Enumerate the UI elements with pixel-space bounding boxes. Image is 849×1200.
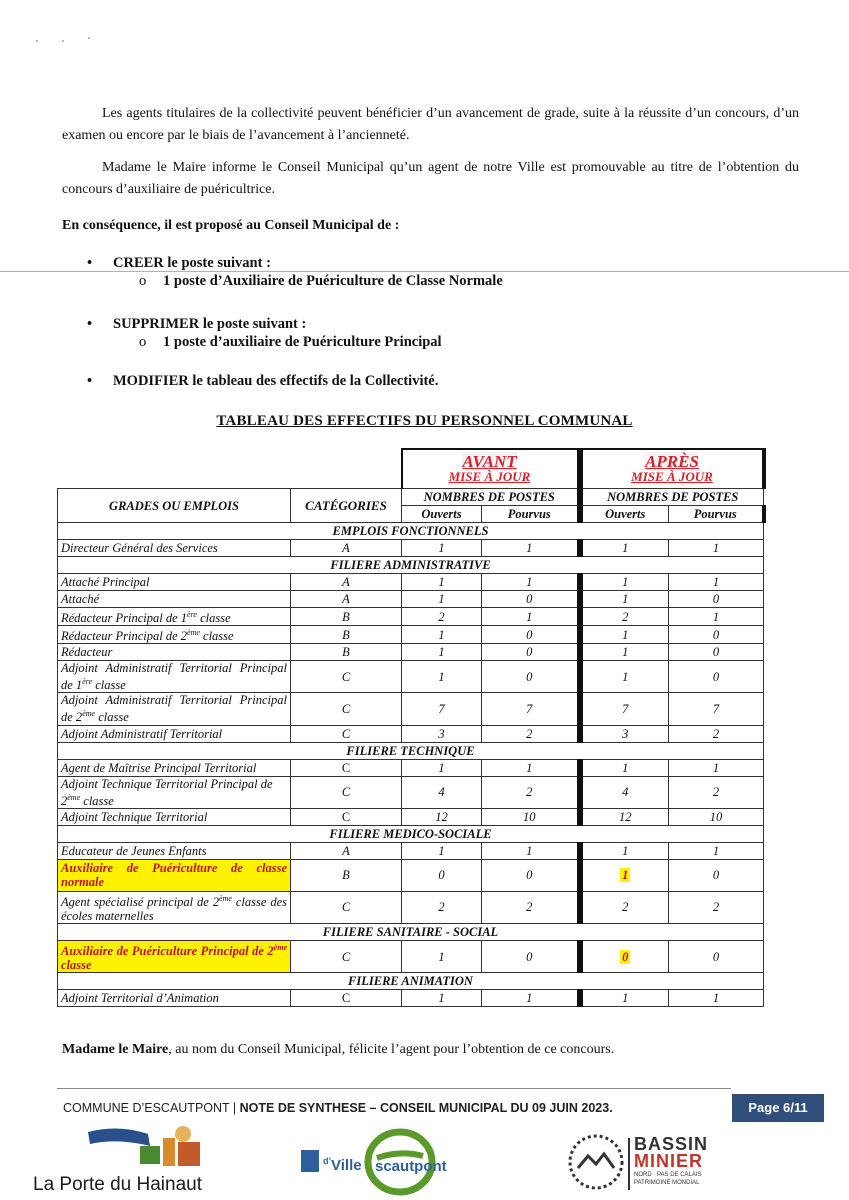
bullet: • — [87, 373, 93, 389]
grade-cell — [58, 693, 291, 725]
apres-ouverts-cell: 7 — [580, 693, 669, 725]
proposal-supprimer-detail — [139, 334, 442, 351]
apres-pourvus-cell: 10 — [669, 808, 764, 825]
avant-ouverts-cell: 12 — [402, 808, 482, 825]
section-row — [58, 523, 764, 540]
avant-pourvus-cell: 1 — [482, 842, 580, 859]
table-header-mid — [58, 489, 764, 506]
bassin-minier-emblem — [568, 1134, 624, 1190]
avant-pourvus-cell: 1 — [482, 540, 580, 557]
avant-pourvus-cell: 1 — [482, 990, 580, 1007]
apres-pourvus-cell: 0 — [669, 661, 764, 693]
grade-cell — [58, 626, 291, 644]
header-apres — [580, 449, 764, 489]
table-row — [58, 842, 764, 859]
apres-ouverts-cell: 1 — [580, 842, 669, 859]
category-cell: A — [291, 540, 402, 557]
grade-text: Adjoint Technique Territorial Principal de 2 — [61, 776, 273, 808]
proposal-label: CREER le poste suivant : — [113, 255, 271, 271]
avant-ouverts-cell: 1 — [402, 644, 482, 661]
closing-paragraph — [62, 1039, 799, 1061]
proposal-detail: 1 poste d’auxiliaire de Puériculture Principal — [163, 334, 442, 350]
avant-ouverts-cell: 1 — [402, 759, 482, 776]
porte-du-hainaut-name: La Porte du Hainaut — [33, 1174, 203, 1195]
grade-text: Rédacteur Principal de 1 — [61, 611, 188, 626]
highlighted-value: 1 — [622, 868, 629, 883]
apres-pourvus-cell: 1 — [669, 608, 764, 626]
section-technique: FILIERE TECHNIQUE — [58, 742, 764, 759]
category-cell: C — [291, 725, 402, 742]
grade-cell: Adjoint Technique Territorial — [58, 808, 291, 825]
apres-pourvus-cell: 1 — [669, 574, 764, 591]
footer-note-title: NOTE DE SYNTHESE – CONSEIL MUNICIPAL DU 09 JUIN 2023. — [239, 1101, 613, 1115]
apres-pourvus-cell: 0 — [669, 644, 764, 661]
grade-cell: Rédacteur — [58, 644, 291, 661]
table-row — [58, 891, 764, 923]
avant-ouverts-cell: 1 — [402, 540, 482, 557]
avant-ouverts-cell: 1 — [402, 842, 482, 859]
apres-ouverts-cell — [580, 859, 669, 891]
page-number-badge: Page 6/11 — [732, 1094, 824, 1122]
apres-pourvus: Pourvus — [669, 506, 764, 523]
avant-pourvus-cell: 2 — [482, 776, 580, 808]
table-row — [58, 626, 764, 644]
apres-mise-a-jour: MISE À JOUR — [631, 468, 713, 484]
proposal-detail: 1 poste d’Auxiliaire de Puériculture de Classe Normale — [163, 273, 503, 289]
proposal-label: SUPPRIMER le poste suivant : — [113, 316, 307, 332]
grade-text: Rédacteur Principal de 2 — [61, 629, 188, 644]
bassin-minier-logo — [568, 1134, 718, 1196]
category-cell: C — [291, 661, 402, 693]
bullet: • — [87, 255, 93, 271]
sub-bullet: o — [139, 334, 147, 350]
table-row — [58, 661, 764, 693]
apres-pourvus-cell: 1 — [669, 990, 764, 1007]
grade-cell: Adjoint Administratif Territorial — [58, 725, 291, 742]
apres-pourvus-cell: 1 — [669, 759, 764, 776]
grade-cell: Auxiliaire de Puériculture de classe normale — [58, 859, 291, 891]
apres-pourvus-cell: 2 — [669, 891, 764, 923]
avant-pourvus-cell: 0 — [482, 661, 580, 693]
grade-text-end: classe — [199, 629, 234, 644]
category-cell: A — [291, 591, 402, 608]
bassin-sub-region: NORD · PAS DE CALAIS — [634, 1172, 702, 1178]
grade-sup: ème — [67, 792, 81, 802]
grade-cell: Adjoint Territorial d’Animation — [58, 990, 291, 1007]
category-cell: B — [291, 644, 402, 661]
porte-du-hainaut-logo — [30, 1124, 210, 1196]
apres-ouverts-cell: 12 — [580, 808, 669, 825]
scan-speck — [62, 40, 64, 42]
closing-bold: Madame le Maire — [62, 1042, 169, 1057]
table-row — [58, 759, 764, 776]
bullet: • — [87, 316, 93, 332]
grade-text: Adjoint Administratif Territorial Principal de 1 — [61, 661, 287, 693]
section-row — [58, 742, 764, 759]
category-cell: C — [291, 940, 402, 972]
category-cell: C — [291, 693, 402, 725]
proposal-modifier — [87, 373, 439, 390]
avant-pourvus-cell: 1 — [482, 574, 580, 591]
avant-pourvus-cell: 7 — [482, 693, 580, 725]
avant-ouverts-cell: 1 — [402, 591, 482, 608]
apres-ouverts-cell: 2 — [580, 891, 669, 923]
footer-divider — [57, 1088, 731, 1089]
table-row-highlighted — [58, 859, 764, 891]
grade-text-end: classe — [80, 793, 114, 808]
category-cell: B — [291, 859, 402, 891]
section-row — [58, 825, 764, 842]
table-row — [58, 608, 764, 626]
minier-word: MINIER — [634, 1151, 703, 1171]
ville-escautpont-logo — [295, 1128, 465, 1198]
category-cell: B — [291, 626, 402, 644]
grade-sup: ère — [82, 677, 93, 687]
grade-cell — [58, 608, 291, 626]
grade-text-end: classe — [92, 678, 126, 693]
footer-commune: COMMUNE D’ESCAUTPONT — [63, 1101, 230, 1115]
apres-ouverts-cell: 1 — [580, 644, 669, 661]
porte-du-hainaut-emblem — [78, 1124, 228, 1174]
grade-text-end: classe — [95, 710, 129, 725]
grade-text-end: classe — [61, 958, 92, 973]
apres-ouverts-cell: 4 — [580, 776, 669, 808]
apres-pourvus-cell: 0 — [669, 859, 764, 891]
avant-ouverts-cell: 1 — [402, 574, 482, 591]
bassin-minier-divider — [628, 1138, 630, 1190]
avant-ouverts-cell: 4 — [402, 776, 482, 808]
table-row — [58, 725, 764, 742]
header-avant — [402, 449, 580, 489]
col-grades: GRADES OU EMPLOIS — [58, 489, 291, 523]
category-cell: C — [291, 990, 402, 1007]
grade-cell: Attaché — [58, 591, 291, 608]
category-cell: C — [291, 808, 402, 825]
ville-label — [323, 1156, 362, 1174]
table-row — [58, 574, 764, 591]
apres-label: APRÈS — [645, 451, 699, 471]
bassin-sub-patrimoine: PATRIMOINE MONDIAL — [634, 1180, 700, 1186]
table-row — [58, 591, 764, 608]
grade-text-end: classe des écoles maternelles — [61, 894, 288, 923]
grade-sup: ère — [187, 610, 197, 619]
grade-sup: ème — [187, 628, 200, 638]
apres-ouverts-cell: 1 — [580, 661, 669, 693]
apres-nombres: NOMBRES DE POSTES — [580, 489, 764, 506]
avant-mise-a-jour: MISE À JOUR — [448, 468, 531, 484]
grade-text-end: classe — [196, 611, 231, 626]
apres-pourvus-cell: 2 — [669, 725, 764, 742]
apres-pourvus-cell: 0 — [669, 591, 764, 608]
table-row-highlighted — [58, 940, 764, 972]
scan-speck — [88, 37, 90, 39]
avant-ouverts-cell: 0 — [402, 859, 482, 891]
table-header-top — [58, 449, 764, 489]
avant-ouverts-cell: 1 — [402, 940, 482, 972]
sub-bullet: o — [139, 273, 147, 289]
col-categories: CATÉGORIES — [291, 489, 402, 523]
apres-ouverts-cell: 1 — [580, 626, 669, 644]
category-cell: C — [291, 776, 402, 808]
table-row — [58, 776, 764, 808]
apres-ouverts-cell — [580, 940, 669, 972]
table-row — [58, 540, 764, 557]
avant-pourvus-cell: 0 — [482, 859, 580, 891]
apres-pourvus-cell: 0 — [669, 626, 764, 644]
grade-cell: Educateur de Jeunes Enfants — [58, 842, 291, 859]
avant-pourvus-cell: 2 — [482, 891, 580, 923]
avant-label: AVANT — [462, 451, 517, 471]
avant-pourvus-cell: 1 — [482, 608, 580, 626]
grade-text: Agent spécialisé principal de 2 — [61, 894, 220, 909]
grade-cell: Agent de Maîtrise Principal Territorial — [58, 759, 291, 776]
avant-ouverts-cell: 1 — [402, 626, 482, 644]
grade-cell — [58, 661, 291, 693]
avant-ouverts-cell: 3 — [402, 725, 482, 742]
proposal-creer — [87, 255, 271, 272]
grade-cell: Directeur Général des Services — [58, 540, 291, 557]
apres-pourvus-cell: 7 — [669, 693, 764, 725]
grade-text: Auxiliaire de Puériculture Principal de 2 — [61, 944, 274, 959]
avant-pourvus-cell: 0 — [482, 940, 580, 972]
proposal-creer-detail — [139, 273, 503, 290]
section-row — [58, 557, 764, 574]
table-row — [58, 693, 764, 725]
apres-pourvus-cell: 2 — [669, 776, 764, 808]
proposal-label: MODIFIER le tableau des effectifs de la Collectivité. — [113, 373, 439, 389]
avant-ouverts-cell: 7 — [402, 693, 482, 725]
grade-text: Adjoint Administratif Territorial Principal de 2 — [61, 693, 287, 725]
closing-text: , au nom du Conseil Municipal, félicite l’agent pour l’obtention de ce concours. — [168, 1042, 615, 1057]
category-cell: C — [291, 891, 402, 923]
ville-d: d’ — [323, 1156, 331, 1166]
section-fonctionnels: EMPLOIS FONCTIONNELS — [58, 523, 764, 540]
grade-cell: Attaché Principal — [58, 574, 291, 591]
section-sanitaire: FILIERE SANITAIRE - SOCIAL — [58, 923, 764, 940]
section-administrative: FILIERE ADMINISTRATIVE — [58, 557, 764, 574]
avant-pourvus-cell: 0 — [482, 644, 580, 661]
apres-pourvus-cell: 0 — [669, 940, 764, 972]
apres-ouverts-cell: 3 — [580, 725, 669, 742]
avant-pourvus: Pourvus — [482, 506, 580, 523]
empty-header-cell — [58, 449, 402, 489]
category-cell: B — [291, 608, 402, 626]
paragraph-avancement: Les agents titulaires de la collectivité peuvent bénéficier d’un avancement de grade, suite à la réussite d’un concours, d’un examen ou encore par le biais de l’avancement à l’ancienneté. — [62, 106, 799, 143]
grade-sup: ème — [82, 709, 96, 719]
avant-ouverts-cell: 1 — [402, 990, 482, 1007]
grade-cell — [58, 940, 291, 972]
table-row — [58, 990, 764, 1007]
avant-ouverts: Ouverts — [402, 506, 482, 523]
table-row — [58, 644, 764, 661]
apres-ouverts-cell: 1 — [580, 759, 669, 776]
grade-sup: ème — [273, 942, 287, 952]
avant-pourvus-cell: 1 — [482, 759, 580, 776]
table-title: TABLEAU DES EFFECTIFS DU PERSONNEL COMMUNAL — [216, 413, 633, 429]
footer-separator: | — [229, 1101, 240, 1115]
apres-ouverts-cell: 2 — [580, 608, 669, 626]
effectifs-table — [57, 448, 766, 1007]
bassin-word: BASSIN — [634, 1134, 709, 1154]
avant-pourvus-cell: 0 — [482, 591, 580, 608]
avant-pourvus-cell: 0 — [482, 626, 580, 644]
apres-ouverts-cell: 1 — [580, 591, 669, 608]
section-animation: FILIERE ANIMATION — [58, 973, 764, 990]
section-medico: FILIERE MEDICO-SOCIALE — [58, 825, 764, 842]
avant-ouverts-cell: 2 — [402, 608, 482, 626]
apres-pourvus-cell: 1 — [669, 842, 764, 859]
avant-pourvus-cell: 2 — [482, 725, 580, 742]
apres-pourvus-cell: 1 — [669, 540, 764, 557]
apres-ouverts: Ouverts — [580, 506, 669, 523]
category-cell: C — [291, 759, 402, 776]
table-row — [58, 808, 764, 825]
avant-ouverts-cell: 2 — [402, 891, 482, 923]
paragraph-information: Madame le Maire informe le Conseil Municipal qu’un agent de notre Ville est promouvable au titre de l’obtention du concours d’auxiliaire de puéricultrice. — [62, 160, 799, 197]
grade-sup: ème — [219, 893, 232, 903]
apres-ouverts-cell: 1 — [580, 540, 669, 557]
avant-pourvus-cell: 10 — [482, 808, 580, 825]
grade-cell — [58, 891, 291, 923]
escautpont-label: scautpont — [375, 1158, 447, 1175]
section-row — [58, 923, 764, 940]
ville-word: Ville — [331, 1157, 362, 1174]
apres-ouverts-cell: 1 — [580, 990, 669, 1007]
paragraph-proposition: En conséquence, il est proposé au Conseil Municipal de : — [62, 218, 400, 233]
apres-ouverts-cell: 1 — [580, 574, 669, 591]
footer-text — [63, 1101, 613, 1115]
category-cell: A — [291, 574, 402, 591]
avant-nombres: NOMBRES DE POSTES — [402, 489, 580, 506]
category-cell: A — [291, 842, 402, 859]
section-row — [58, 973, 764, 990]
proposal-supprimer — [87, 316, 307, 333]
highlighted-value: 0 — [622, 949, 629, 964]
grade-cell — [58, 776, 291, 808]
scan-speck — [36, 40, 38, 42]
avant-ouverts-cell: 1 — [402, 661, 482, 693]
